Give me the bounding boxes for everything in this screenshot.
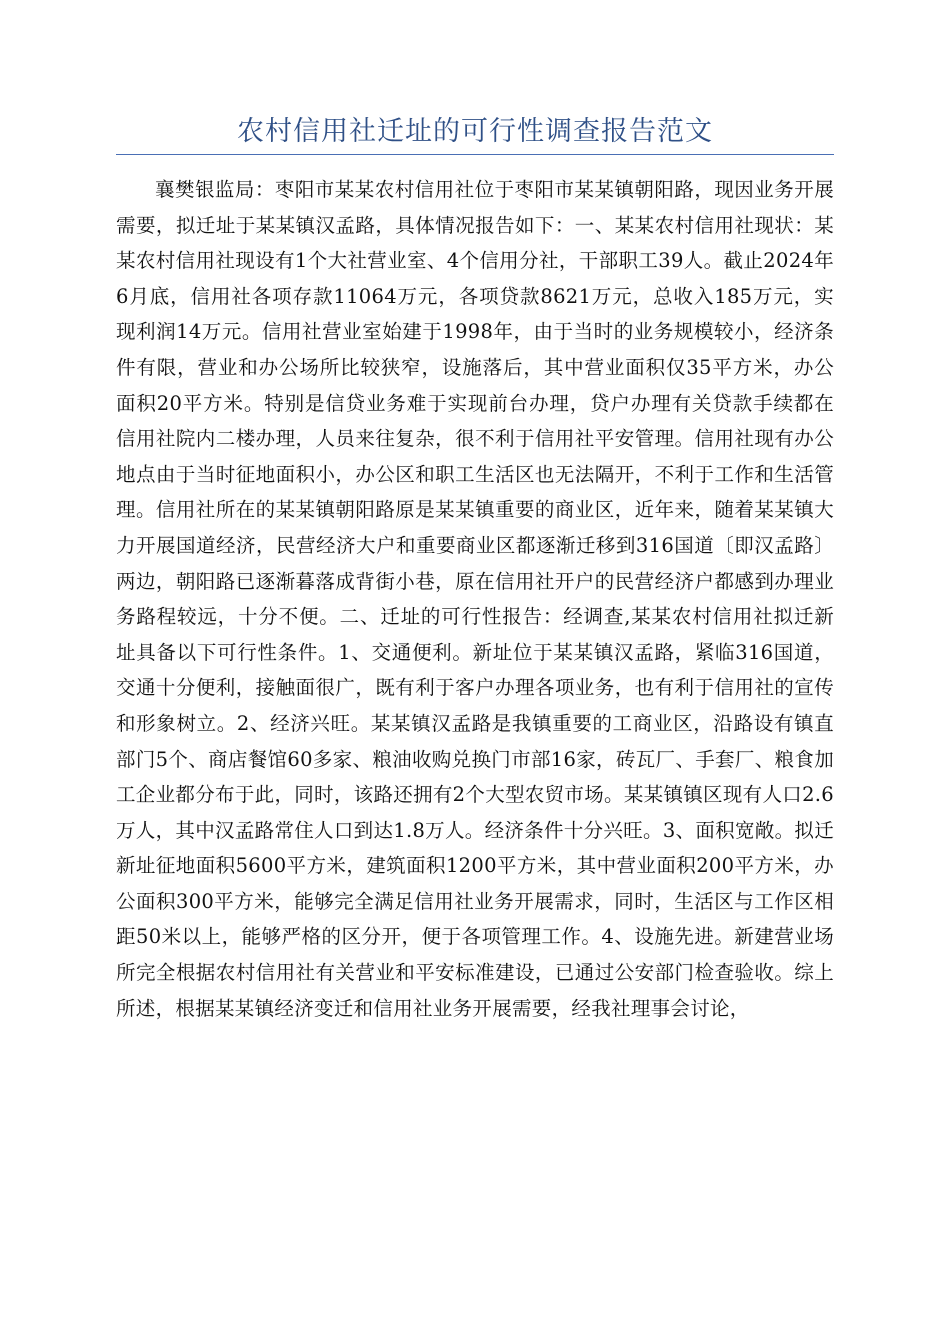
body-paragraph: 襄樊银监局：枣阳市某某农村信用社位于枣阳市某某镇朝阳路，现因业务开展需要，拟迁址于某某镇汉孟路，具体情况报告如下：一、某某农村信用社现状：某某农村信用社现设有1个大社营业室、4个信用分社，干部职工39人。截止2024年6月底，信用社各项存款11064万元，各项贷款8621万元，总收入185万元，实现利润14万元。信用社营业室始建于1998年，由于当时的业务规模较小，经济条件有限，营业和办公场所比较狭窄，设施落后，其中营业面积仅35平方米，办公面积20平方米。特别是信贷业务难于实现前台办理，贷户办理有关贷款手续都在信用社院内二楼办理，人员来往复杂，很不利于信用社平安管理。信用社现有办公地点由于当时征地面积小，办公区和职工生活区也无法隔开，不利于工作和生活管理。信用社所在的某某镇朝阳路原是某某镇重要的商业区，近年来，随着某某镇大力开展国道经济，民营经济大户和重要商业区都逐渐迁移到316国道〔即汉孟路〕两边，朝阳路已逐渐暮落成背街小巷，原在信用社开户的民营经济户都感到办理业务路程较远，十分不便。二、迁址的可行性报告：经调查,某某农村信用社拟迁新址具备以下可行性条件。1、交通便利。新址位于某某镇汉孟路，紧临316国道，交通十分便利，接触面很广，既有利于客户办理各项业务，也有利于信用社的宣传和形象树立。2、经济兴旺。某某镇汉孟路是我镇重要的工商业区，沿路设有镇直部门5个、商店餐馆60多家、粮油收购兑换门市部16家，砖瓦厂、手套厂、粮食加工企业都分布于此，同时，该路还拥有2个大型农贸市场。某某镇镇区现有人口2.6万人，其中汉孟路常住人口到达1.8万人。经济条件十分兴旺。3、面积宽敞。拟迁新址征地面积5600平方米，建筑面积1200平方米，其中营业面积200平方米，办公面积300平方米，能够完全满足信用社业务开展需求，同时，生活区与工作区相距50米以上，能够严格的区分开，便于各项管理工作。4、设施先进。新建营业场所完全根据农村信用社有关营业和平安标准建设，已通过公安部门检查验收。综上所述，根据某某镇经济变迁和信用社业务开展需要，经我社理事会讨论，: [116, 178, 834, 1020]
title-underline: [116, 154, 834, 155]
document-title: 农村信用社迁址的可行性调查报告范文: [237, 116, 713, 147]
